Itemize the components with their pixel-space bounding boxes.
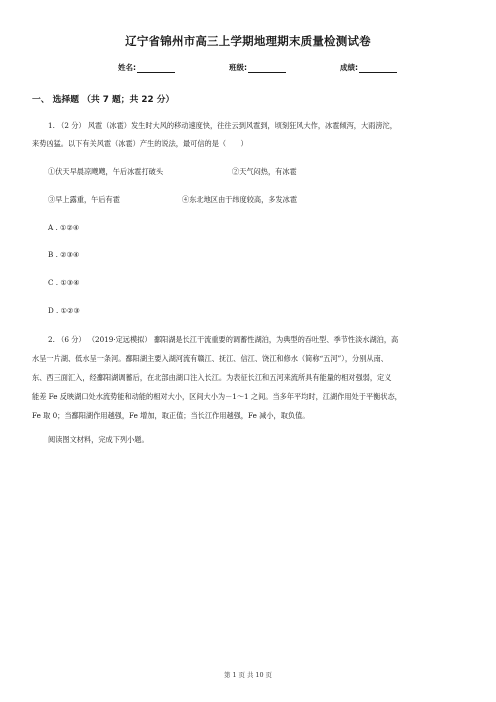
score-label: 成绩: <box>340 63 358 72</box>
section-heading: 一、 选择题 （共 7 题；共 22 分） <box>32 95 175 105</box>
name-blank <box>137 64 175 73</box>
q1-stem-line-2: 来势凶猛。以下有关风雹（冰雹）产生的说法，最可信的是（ ） <box>32 139 248 148</box>
q2-instruction: 阅读图文材料，完成下列小题。 <box>48 435 149 444</box>
page-footer: 第 1 页 共 10 页 <box>224 671 272 679</box>
name-label: 姓名: <box>118 63 136 72</box>
q1-option-c[interactable]: C . ①③④ <box>48 278 80 287</box>
q1-stem-line-1: 1. （2 分） 风雹（冰雹）发生时大风的移动速度快，往往云到风雹到，顷刻狂风大作，冰雹倾泻，大雨滂沱， <box>48 121 397 130</box>
page-title: 辽宁省锦州市高三上学期地理期末质量检测试卷 <box>125 34 371 48</box>
student-info-row <box>0 62 496 76</box>
q2-stem-line-3: 东、西三面汇入，经鄱阳湖调蓄后，在北部由湖口注入长江。为表征长江和五河来流所具有能量的相对强弱，定义 <box>32 373 392 382</box>
q2-stem-line-5: Fe 取 0；当鄱阳湖作用越强，Fe 增加，取正值；当长江作用越强，Fe 减小，取负值。 <box>32 411 310 420</box>
score-field <box>340 62 397 73</box>
q1-statement-2: ②天气闷热，有冰雹 <box>232 167 297 176</box>
q2-stem-line-1: 2. （6 分） （2019·定远模拟） 鄱阳湖是长江干流重要的调蓄性湖泊，为典型的吞吐型、季节性淡水湖泊，高 <box>48 335 399 344</box>
name-field <box>118 62 175 73</box>
q2-stem-line-4: 能差 Fe 反映湖口处水流势能和动能的相对大小，区间大小为－1～1 之间。当多年平均时，江湖作用处于平衡状态， <box>32 392 402 401</box>
q1-option-d[interactable]: D . ①②③ <box>48 306 80 315</box>
class-blank <box>248 64 286 73</box>
q1-statement-1: ①伏天早晨凉飕飕，午后冰雹打破头 <box>48 167 164 176</box>
q1-option-a[interactable]: A . ①②④ <box>48 223 80 232</box>
q1-statement-3: ③早上露重，午后有雹 <box>48 195 120 204</box>
q1-option-b[interactable]: B . ②③④ <box>48 250 80 259</box>
class-field <box>229 62 286 73</box>
class-label: 班级: <box>229 63 247 72</box>
q1-statement-4: ④东北地区由于纬度较高，多发冰雹 <box>182 195 298 204</box>
score-blank <box>359 64 397 73</box>
q2-stem-line-2: 水呈一片湖、低水呈一条河。鄱阳湖主要入湖河流有赣江、抚江、信江、饶江和修水（简称“五河”），分别从南、 <box>32 354 388 363</box>
